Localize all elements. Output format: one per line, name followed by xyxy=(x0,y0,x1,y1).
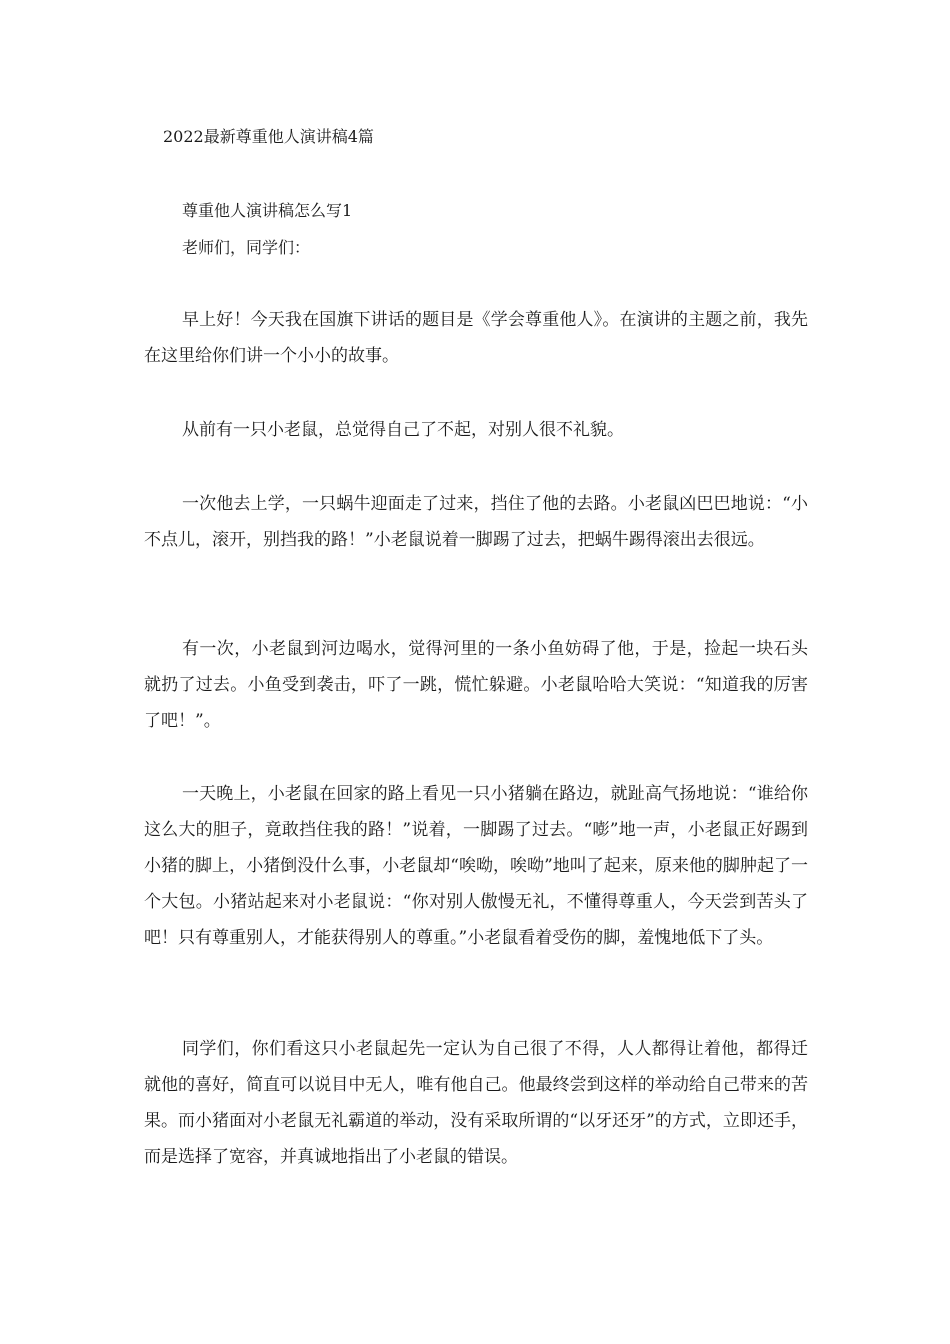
body-paragraph-5: 一天晚上，小老鼠在回家的路上看见一只小猪躺在路边，就趾高气扬地说：“谁给你这么大的胆子，竟敢挡住我的路！”说着，一脚踢了过去。“嘭”地一声，小老鼠正好踢到小猪的脚上，小猪倒没什么事，小老鼠却“唉呦，唉呦”地叫了起来，原来他的脚肿起了一个大包。小猪站起来对小老鼠说：“你对别人傲慢无礼，不懂得尊重人，今天尝到苦头了吧！只有尊重别人，才能获得别人的尊重。”小老鼠看着受伤的脚，羞愧地低下了头。 xyxy=(144,784,808,948)
body-paragraph-4: 有一次，小老鼠到河边喝水，觉得河里的一条小鱼妨碍了他，于是，捡起一块石头就扔了过去。小鱼受到袭击，吓了一跳，慌忙躲避。小老鼠哈哈大笑说：“知道我的厉害了吧！”。 xyxy=(144,639,808,731)
document-title: 2022最新尊重他人演讲稿4篇 xyxy=(163,127,374,146)
body-paragraph-1: 早上好！今天我在国旗下讲话的题目是《学会尊重他人》。在演讲的主题之前，我先在这里给你们讲一个小小的故事。 xyxy=(144,310,808,366)
section-subtitle: 尊重他人演讲稿怎么写1 xyxy=(182,201,353,220)
body-paragraph-6: 同学们，你们看这只小老鼠起先一定认为自己很了不得，人人都得让着他，都得迁就他的喜好，简直可以说目中无人，唯有他自己。他最终尝到这样的举动给自己带来的苦果。而小猪面对小老鼠无礼霸道的举动，没有采取所谓的“以牙还牙”的方式，立即还手，而是选择了宽容，并真诚地指出了小老鼠的错误。 xyxy=(144,1039,808,1167)
greeting-line: 老师们，同学们： xyxy=(182,238,311,257)
body-paragraph-2: 从前有一只小老鼠，总觉得自己了不起，对别人很不礼貌。 xyxy=(182,420,624,440)
body-paragraph-3: 一次他去上学，一只蜗牛迎面走了过来，挡住了他的去路。小老鼠凶巴巴地说：“小不点儿，滚开，别挡我的路！”小老鼠说着一脚踢了过去，把蜗牛踢得滚出去很远。 xyxy=(144,494,808,550)
